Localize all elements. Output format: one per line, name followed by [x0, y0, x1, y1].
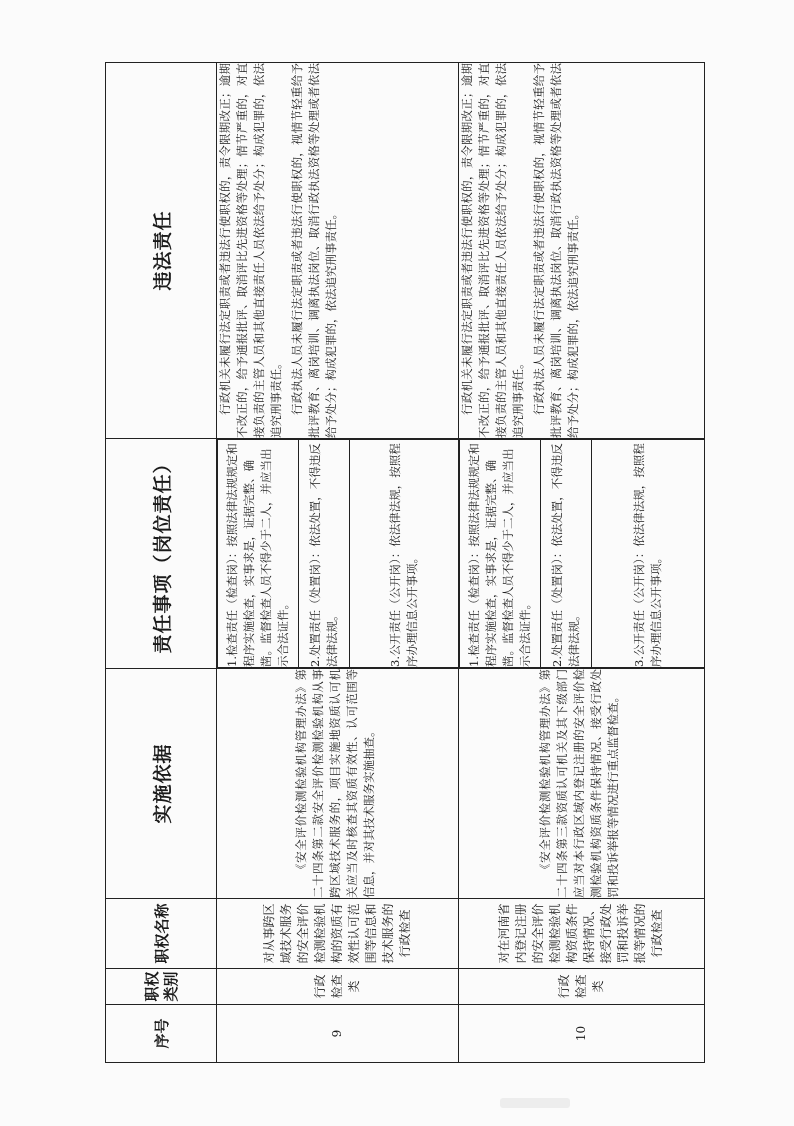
duty-table	[105, 62, 705, 1063]
liability-text: 行政机关未履行法定职责或者违法行使职权的，责令限期改正；逾期不改正的，给予通报批评、取消评比先进资格等处理；情节严重的，对直接负责的主管人员和其他直接责任人员依法给予处分；构成犯罪的，依法追究刑事责任。	[459, 63, 525, 438]
header-basis	[106, 669, 217, 899]
header-type-label: 职权类别	[143, 971, 180, 1002]
row-seq: 10	[458, 1005, 704, 1063]
liability-text: 行政机关未履行法定职责或者违法行使职权的，责令限期改正；逾期不改正的，给予通报批评、取消评比先进资格等处理；情节严重的，对直接负责的主管人员和其他直接责任人员依法给予处分；构成犯罪的，依法追究刑事责任。	[218, 63, 283, 438]
row-type: 行政检查类	[217, 969, 459, 1005]
row-type: 行政检查类	[458, 969, 704, 1005]
header-name-label: 职权名称	[152, 903, 171, 964]
row-duties	[217, 439, 459, 669]
liability-text: 行政执法人员未履行法定职责或者违法行使职权的，视情节轻重给予批评教育、离岗培训、调离执法岗位、取消行政执法资格等处理或者依法给予处分；构成犯罪的，依法追究刑事责任。	[531, 63, 580, 438]
table-row	[217, 63, 459, 1063]
row-liability	[458, 63, 704, 439]
header-liability	[106, 63, 217, 439]
row-basis	[458, 669, 704, 899]
duty-item: 3.公开责任（公开岗）：依法律法规，按照程序办理信息公开事项。	[591, 440, 704, 668]
basis-text: 《安全评价检测检验机构管理办法》第二十四条第三款资质认可机关及其下级部门应当对本行政区域内登记注册的安全评价检测检验机构资质条件保持情况、接受行政处罚和投诉举报等情况进行重点监督检查。	[537, 669, 620, 898]
header-basis-label: 实施依据	[151, 743, 174, 824]
duty-item: 3.公开责任（公开岗）：依法律法规，按照程序办理信息公开事项。	[350, 440, 458, 668]
duty-item: 2.处置责任（处置岗）：依法处置，不得违反法律法规。	[299, 440, 350, 668]
header-duty	[106, 439, 217, 669]
duty-item: 1.检查责任（检查岗）：按照法律法规规定和程序实施检查，实事求是，证据完整、确凿。监督检查人员不得少于二人，并应当出示合法证件。	[218, 440, 299, 668]
rotated-table-container	[105, 63, 705, 1063]
row-seq: 9	[217, 1005, 459, 1063]
row-name: 对在河南省内登记注册的安全评价检测检验机构资质条件保持情况、接受行政处罚和投诉举报等情况的行政检查	[458, 899, 704, 969]
liability-text: 行政执法人员未履行法定职责或者违法行使职权的，视情节轻重给予批评教育、离岗培训、调离执法岗位、取消行政执法资格等处理或者依法给予处分；构成犯罪的，依法追究刑事责任。	[290, 63, 338, 438]
header-seq-label: 序号	[152, 1018, 171, 1049]
header-type	[106, 969, 217, 1005]
header-liability-label: 违法责任	[151, 210, 174, 291]
basis-text: 《安全评价检测检验机构管理办法》第二十四条第二款安全评价检测检验机构从事跨区域技术服务的，项目实施地资质认可机关应当及时核查其资质有效性、认可范围等信息，并对其技术服务实施抽查。	[293, 669, 376, 898]
duty-item: 1.检查责任（检查岗）：按照法律法规规定和程序实施检查，实事求是，证据完整、确凿。监督检查人员不得少于二人，并应当出示合法证件。	[459, 440, 540, 668]
row-duties	[458, 439, 704, 669]
header-name	[106, 899, 217, 969]
duty-subtable	[217, 439, 458, 668]
row-basis	[217, 669, 459, 899]
row-liability	[217, 63, 459, 439]
row-name: 对从事跨区域技术服务的安全评价检测检验机构的资质有效性认可范围等信息和技术服务的行政检查	[217, 899, 459, 969]
duty-item: 2.处置责任（处置岗）：依法处置，不得违反法律法规。	[540, 440, 591, 668]
header-seq	[106, 1005, 217, 1063]
scan-smudge	[500, 1098, 570, 1108]
header-duty-label: 责任事项（岗位责任）	[151, 453, 174, 654]
table-row	[458, 63, 704, 1063]
duty-subtable	[459, 439, 704, 668]
